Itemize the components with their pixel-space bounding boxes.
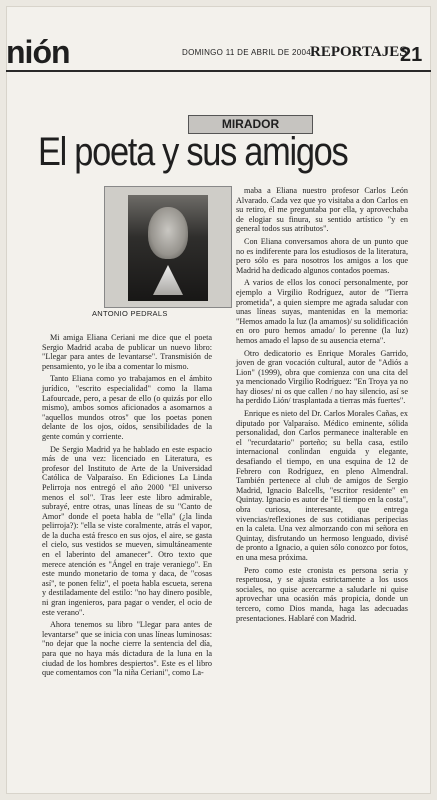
paragraph: Enrique es nieto del Dr. Carlos Morales Cañas, ex diputado por Valparaíso. Médico eminente, sólida personalidad, don Carlos permanece inalterable en el "recurdatario" porteño; su bella casa, estilo internacional conlindan enguida y elegante, desafiando el tiempo, en una esquina de 12 de Febrero con Rodríguez, en pleno Almendral. También pertenece al club de amigos de Sergio Madrid, Ignacio Balcells, "escritor residente" en Quintay. Ignacio es autor de "El tiempo en la costa", obra curiosa, interesante, que entrega vivencias/reflexiones de sus cotidianas peripecias en la caleta. Una vez almorzando con mi señora en Quintay, disfrutando un hermoso lenguado, divisé de pronto a Ignacio, a quien sólo conozco por fotos, en una mesa próxima. <box>236 409 408 562</box>
paragraph: Con Eliana conversamos ahora de un punto que no es indiferente para los estudiosos de la literatura, pero sólo es para nosotros los amigos a los que Madrid ha dedicado algunos contados poemas. <box>236 236 408 275</box>
paragraph: Otro dedicatorio es Enrique Morales Garrido, joven de gran vocación cultural, autor de "Adiós a Lion" (1999), obra que comienza con una cita del ya mencionado Virgilio Rodríguez: "En Troya ya no hay dioses/ ni os que callen / no hay silencio, así se ha perdido Lión/ trasplantada a tierras más fuertes". <box>236 348 408 406</box>
paragraph: Pero como este cronista es persona seria y respetuosa, y se ajusta estrictamente a los usos sociales, no quise acercarme a saludarle ni quise aprovechar una ocasión más propicia, donde un tercero, como Dios manda, haga las adecuadas presentaciones. Hablaré con Madrid. <box>236 565 408 623</box>
paragraph: De Sergio Madrid ya he hablado en este espacio más de una vez: licenciado en Literatura, es profesor del Instituto de Arte de la Universidad Católica de Valparaíso. En Ediciones La Linda Pelirroja nos entregó el año 2000 "El universo menos el sol". Tras leer este libro admirable, subrayé, entre otras, unas líneas de su "Canto de Amor" donde el poeta habla de "ella" (¿la linda pelirroja?): "ella se viste coralmente, atrás el vapor, de la ducha está fresco en sus ojos, el aire, se gasta el cielo, sus vestidos se mueven, simultáneamente en el laberinto del amanecer". Otro texto que merece atención es "Ángel en traje veraniego". En este mundo monetario de toma y daca, de "cosas así", te ponen feliz", el poeta habla escueta, serena y destiladamente del estilo: "no hay dinero posible, ni gran ingenieros, para pagar o vender, el ocio de este verano". <box>42 444 212 617</box>
section-title-fragment: nión <box>6 34 70 70</box>
portrait-face <box>148 207 188 259</box>
author-photo <box>104 186 232 308</box>
headline: El poeta y sus amigos <box>38 130 348 174</box>
page-header <box>6 6 431 72</box>
dateline: DOMINGO 11 DE ABRIL DE 2004 <box>182 48 312 57</box>
section-name: REPORTAJES <box>310 44 408 60</box>
paragraph: A varios de ellos los conocí personalmente, por ejemplo a Virgilio Rodríguez, autor de "Tierra prometida", a quien siempre me agrada saludar con unas líneas suyas, mantenidas en la memoria: "Hemos amado la luz (la amamos)/ su solidificación en oro puro hemos amado/ lo perenne (la luz) hemos amado el lapso de su ausencia eterna". <box>236 278 408 345</box>
paragraph: Tanto Eliana como yo trabajamos en el ámbito jurídico, "escrito especialidad" como la llama Lafourcade, pero, a pesar de ello (o quizás por ello mismo), ambos somos aficionados a asomarnos a "aquellos mundos otros" que los poetas ponen delante de los ojos, oídos, sensibilidades de la gente común y corriente. <box>42 374 212 441</box>
page-number: 21 <box>400 44 423 66</box>
photo-caption: ANTONIO PEDRALS <box>92 309 168 318</box>
paragraph: Mi amiga Eliana Ceriani me dice que el poeta Sergio Madrid acaba de publicar un nuevo libro: "Llegar para antes de levantarse". Transmisión de pensamiento, yo le iba a comentar lo mismo. <box>42 333 212 371</box>
article-column-right <box>236 186 408 626</box>
newspaper-page <box>6 6 431 794</box>
paragraph: maba a Eliana nuestro profesor Carlos León Alvarado. Cada vez que yo visitaba a don Carlos en su retiro, él me preguntaba por ella, y aprovechaba de elogiar su finura, su sentido artístico "y en general todos sus atributos". <box>236 186 408 234</box>
column-kicker: MIRADOR <box>188 115 313 134</box>
article-column-left <box>42 333 212 681</box>
paragraph: Ahora tenemos su libro "Llegar para antes de levantarse" que se inicia con unas líneas luminosas: "no dejar que la noche cierre la sentencia del día, para que no haya más dictadura de la luna en la ciudad de los hombres despiertos". Este es el libro que comentamos con "la niña Ceriani", como La- <box>42 620 212 678</box>
